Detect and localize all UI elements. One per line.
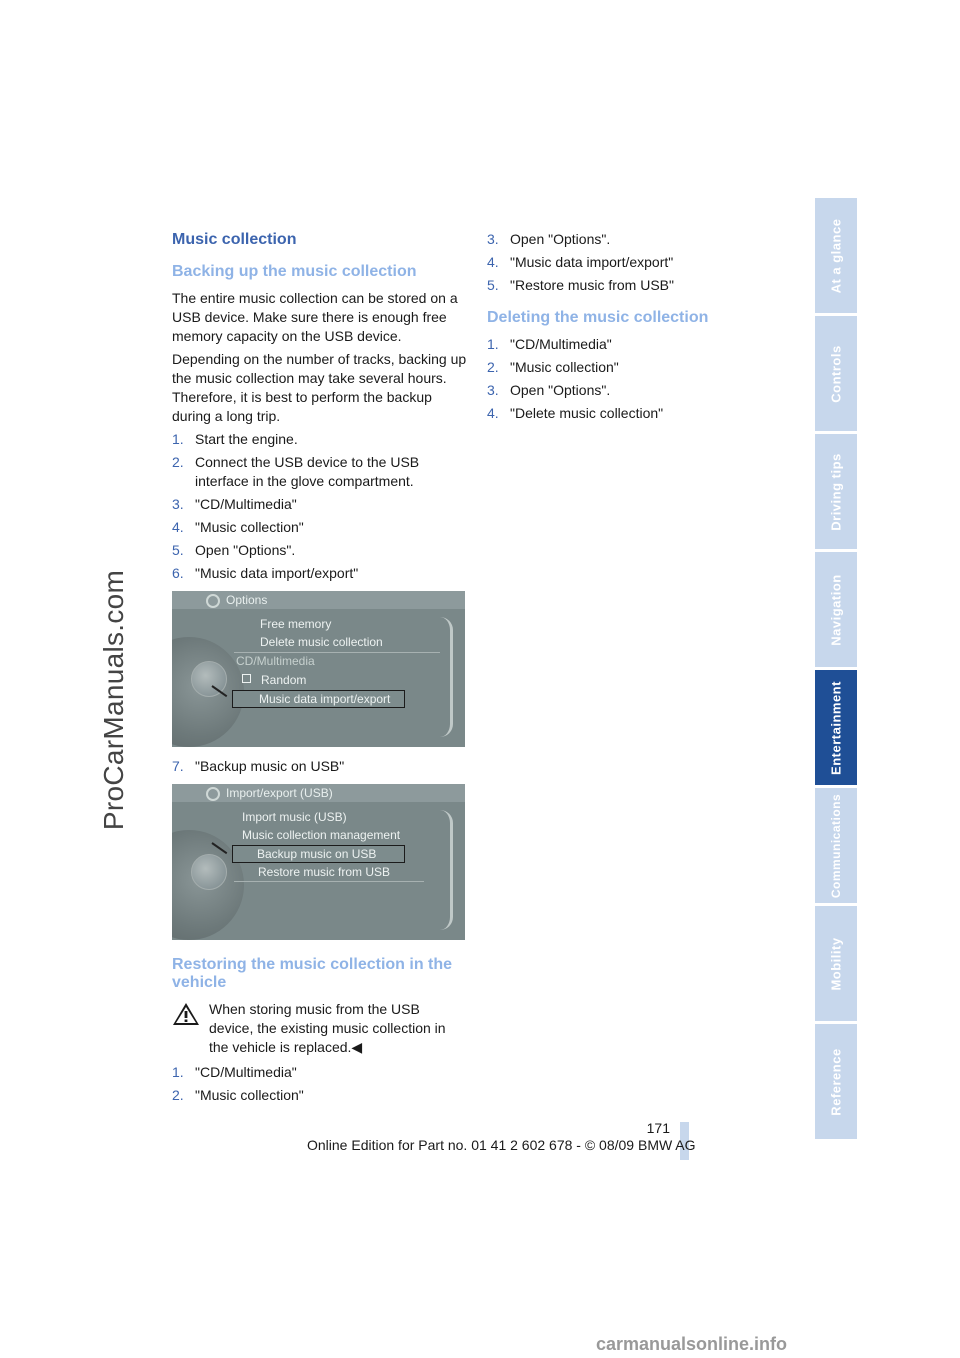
list-item — [172, 430, 467, 449]
tab-navigation[interactable] — [815, 552, 857, 670]
left-column — [172, 230, 467, 1109]
delete-steps — [487, 335, 787, 423]
tab-controls[interactable] — [815, 316, 857, 434]
step-text: "Backup music on USB" — [195, 758, 345, 774]
tab-label: Reference — [828, 1047, 844, 1116]
menu-item: Restore music from USB — [258, 865, 391, 879]
scroll-arc — [440, 617, 453, 737]
restore-steps — [172, 1063, 467, 1105]
scroll-arc — [440, 810, 453, 930]
step-text: "CD/Multimedia" — [195, 1064, 297, 1080]
list-item — [487, 358, 787, 377]
step-text: Start the engine. — [195, 431, 298, 447]
screen-header-text: Import/export (USB) — [226, 786, 333, 800]
tab-communications[interactable] — [815, 788, 857, 906]
tab-driving-tips[interactable] — [815, 434, 857, 552]
step-number: 6. — [172, 565, 184, 581]
screen-header — [172, 591, 465, 609]
list-item — [487, 404, 787, 423]
step-number: 3. — [172, 496, 184, 512]
step-text: "CD/Multimedia" — [195, 496, 297, 512]
options-icon — [206, 594, 220, 608]
tab-label: Controls — [828, 344, 844, 403]
duration-paragraph: Depending on the number of tracks, backing up the music collection may take several hours. Therefore, it is best to perform the backup during a long trip. — [172, 351, 467, 424]
step-7 — [172, 757, 467, 776]
menu-item-selected: Music data import/export — [233, 691, 404, 707]
step-text: "Delete music collection" — [510, 405, 664, 421]
side-watermark: ProCarManuals.com — [98, 569, 129, 831]
step-text: "Music data import/export" — [195, 565, 359, 581]
end-mark: ◀ — [351, 1039, 363, 1055]
screen-header — [172, 784, 465, 802]
list-item — [172, 541, 467, 560]
import-export-screen-image — [172, 784, 465, 940]
step-number: 4. — [487, 405, 499, 421]
backup-steps — [172, 430, 467, 583]
step-text: "Music collection" — [195, 519, 304, 535]
edition-note: Online Edition for Part no. 01 41 2 602 678 - © 08/09 BMW AG — [307, 1137, 696, 1153]
list-item — [172, 495, 467, 514]
step-text: Open "Options". — [510, 231, 611, 247]
list-item — [487, 381, 787, 400]
options-screen-image — [172, 591, 465, 747]
menu-item: Free memory — [260, 617, 332, 631]
step-number: 2. — [172, 454, 184, 470]
controller-button — [191, 854, 227, 890]
list-item — [172, 453, 467, 491]
divider — [234, 881, 424, 882]
step-text: "CD/Multimedia" — [510, 336, 612, 352]
step-number: 3. — [487, 231, 499, 247]
step-number: 4. — [487, 254, 499, 270]
screen-header-text: Options — [226, 593, 268, 607]
list-item — [487, 335, 787, 354]
restore-heading: Restoring the music collection in the vehicle — [172, 956, 453, 991]
list-item — [172, 518, 467, 537]
tab-entertainment[interactable] — [815, 670, 857, 788]
list-item — [172, 564, 467, 583]
step-text: "Music collection" — [510, 359, 619, 375]
menu-item-selected: Backup music on USB — [233, 846, 404, 862]
step-number: 7. — [172, 758, 184, 774]
step-number: 2. — [172, 1087, 184, 1103]
step-text: "Music data import/export" — [510, 254, 674, 270]
step-number: 2. — [487, 359, 499, 375]
page-number: 171 — [646, 1120, 670, 1136]
step-text: Open "Options". — [510, 382, 611, 398]
intro-paragraph: The entire music collection can be stored on a USB device. Make sure there is enough free memory capacity on the USB device. — [172, 290, 458, 344]
tab-label: Driving tips — [828, 452, 844, 531]
list-item — [487, 253, 787, 272]
step-text: "Restore music from USB" — [510, 277, 674, 293]
restore-steps-continued — [487, 230, 787, 295]
step-text: "Music collection" — [195, 1087, 304, 1103]
step-number: 4. — [172, 519, 184, 535]
step-number: 1. — [487, 336, 499, 352]
warning-icon — [172, 1002, 200, 1026]
usb-icon — [206, 787, 220, 801]
list-item — [172, 1086, 467, 1105]
menu-group-label: CD/Multimedia — [236, 654, 315, 668]
list-item — [487, 230, 787, 249]
backup-heading: Backing up the music collection — [172, 263, 417, 280]
tab-reference[interactable] — [815, 1024, 857, 1142]
section-tabs — [815, 198, 857, 1142]
list-item — [172, 1063, 467, 1082]
menu-item: Music collection management — [242, 828, 401, 842]
step-number: 1. — [172, 431, 184, 447]
tab-at-a-glance[interactable] — [815, 198, 857, 316]
tab-mobility[interactable] — [815, 906, 857, 1024]
section-title: Music collection — [172, 231, 297, 248]
checkbox-icon — [242, 674, 251, 683]
warning-note — [172, 1000, 467, 1057]
tab-label: Communications — [829, 793, 843, 898]
tab-label: Navigation — [828, 573, 844, 646]
step-number: 3. — [487, 382, 499, 398]
step-number: 1. — [172, 1064, 184, 1080]
list-item — [487, 276, 787, 295]
step-text: Connect the USB device to the USB interface in the glove compartment. — [195, 454, 420, 489]
menu-item: Import music (USB) — [242, 810, 347, 824]
tab-label: Mobility — [828, 936, 844, 991]
list-item — [172, 757, 467, 776]
menu-item: Delete music collection — [260, 635, 383, 649]
step-number: 5. — [487, 277, 499, 293]
delete-heading: Deleting the music collection — [487, 309, 709, 326]
right-column — [487, 230, 787, 427]
menu-item: Random — [242, 672, 306, 688]
step-text: Open "Options". — [195, 542, 296, 558]
step-number: 5. — [172, 542, 184, 558]
footer-watermark: carmanualsonline.info — [596, 1334, 788, 1354]
tab-label: At a glance — [828, 218, 844, 293]
warning-text: When storing music from the USB device, the existing music collection in the vehicle is replaced. — [209, 1001, 446, 1055]
tab-label: Entertainment — [828, 680, 844, 775]
